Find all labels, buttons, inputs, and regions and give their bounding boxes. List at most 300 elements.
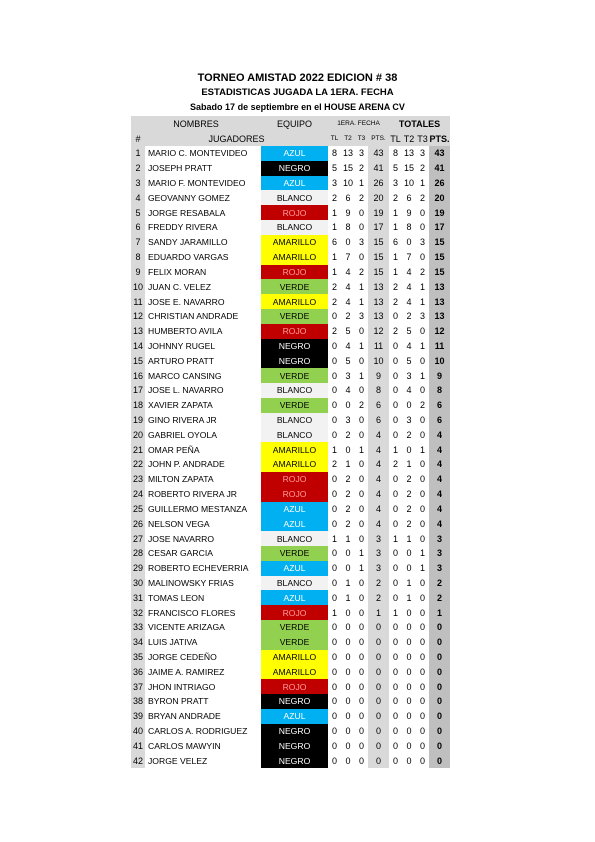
- player-t3-total: 0: [419, 429, 425, 440]
- player-tl-total: 0: [392, 518, 398, 529]
- player-t2: 0: [345, 237, 351, 248]
- player-team: AMARILLO: [261, 250, 328, 265]
- player-team: AMARILLO: [261, 294, 328, 309]
- player-pts-total: 4: [429, 472, 450, 487]
- player-number: 5: [131, 205, 145, 220]
- player-t3-total: 1: [419, 281, 425, 292]
- player-t2-total: 4: [406, 385, 412, 396]
- table-row: [131, 709, 450, 724]
- table-row: [131, 694, 450, 709]
- player-t2: 6: [345, 192, 351, 203]
- player-t3-total: 1: [419, 296, 425, 307]
- player-tl: 1: [331, 444, 337, 455]
- player-name: CHRISTIAN ANDRADE: [148, 311, 239, 322]
- player-pts-total: 0: [429, 650, 450, 665]
- player-t2-total: 4: [406, 340, 412, 351]
- player-t3: 1: [358, 340, 364, 351]
- player-t2-total: 5: [406, 355, 412, 366]
- player-tl: 1: [331, 207, 337, 218]
- player-number: 2: [131, 161, 145, 176]
- player-t2-total: 3: [406, 370, 412, 381]
- player-t3: 2: [358, 192, 364, 203]
- player-t3: 0: [358, 207, 364, 218]
- player-name: MARCO CANSING: [148, 370, 222, 381]
- player-t3: 0: [358, 326, 364, 337]
- table-row: [131, 739, 450, 754]
- player-team: AMARILLO: [261, 442, 328, 457]
- player-team: AMARILLO: [261, 235, 328, 250]
- player-t3: 0: [358, 726, 364, 737]
- table-row: [131, 146, 450, 161]
- player-tl-total: 0: [392, 726, 398, 737]
- table-row: [131, 442, 450, 457]
- player-t3-total: 0: [419, 489, 425, 500]
- player-number: 18: [131, 398, 145, 413]
- player-name: FELIX MORAN: [148, 266, 207, 277]
- player-pts-total: 12: [429, 324, 450, 339]
- document-title: TORNEO AMISTAD 2022 EDICION # 38: [197, 72, 398, 84]
- player-t2-total: 0: [406, 666, 412, 677]
- player-tl-total: 6: [392, 237, 398, 248]
- pts-header: PTS.: [368, 131, 389, 146]
- player-t3-total: 0: [419, 607, 425, 618]
- stats-table: [131, 116, 450, 768]
- player-t2: 0: [345, 652, 351, 663]
- player-t3: 2: [358, 400, 364, 411]
- player-number: 1: [131, 146, 145, 161]
- player-team: AZUL: [261, 709, 328, 724]
- player-tl-total: 2: [392, 326, 398, 337]
- player-pts: 3: [368, 546, 389, 561]
- player-t3: 0: [358, 415, 364, 426]
- player-t2-total: 0: [406, 711, 412, 722]
- table-row: [131, 457, 450, 472]
- player-pts-total: 2: [429, 576, 450, 591]
- player-number: 35: [131, 650, 145, 665]
- player-t2: 0: [345, 637, 351, 648]
- player-tl-total: 5: [392, 163, 398, 174]
- table-row: [131, 516, 450, 531]
- player-number: 40: [131, 724, 145, 739]
- player-team: VERDE: [261, 309, 328, 324]
- player-number: 4: [131, 190, 145, 205]
- player-t2-total: 2: [406, 429, 412, 440]
- player-t3: 0: [358, 222, 364, 233]
- player-t3: 0: [358, 592, 364, 603]
- player-t2-total: 5: [406, 326, 412, 337]
- player-tl: 5: [331, 163, 337, 174]
- player-t2-total: 1: [406, 592, 412, 603]
- player-pts: 4: [368, 502, 389, 517]
- player-t3-total: 3: [419, 237, 425, 248]
- player-t3: 0: [358, 429, 364, 440]
- player-tl: 0: [331, 385, 337, 396]
- player-number: 32: [131, 605, 145, 620]
- player-tl-total: 0: [392, 622, 398, 633]
- player-name: CARLOS A. RODRIGUEZ: [148, 726, 248, 737]
- tl-total-header: TL: [389, 131, 402, 146]
- player-pts: 3: [368, 561, 389, 576]
- player-tl: 0: [331, 518, 337, 529]
- player-team: NEGRO: [261, 353, 328, 368]
- document-subtitle: ESTADISTICAS JUGADA LA 1ERA. FECHA: [201, 87, 394, 98]
- player-pts-total: 3: [429, 546, 450, 561]
- player-t3-total: 0: [419, 681, 425, 692]
- player-name: ARTURO PRATT: [148, 355, 215, 366]
- player-tl: 2: [331, 326, 337, 337]
- player-pts: 0: [368, 753, 389, 768]
- player-name: JOSE NAVARRO: [148, 533, 215, 544]
- player-number: 14: [131, 339, 145, 354]
- player-pts: 20: [368, 190, 389, 205]
- player-t2: 2: [345, 503, 351, 514]
- player-pts-total: 0: [429, 664, 450, 679]
- player-team: BLANCO: [261, 220, 328, 235]
- player-pts: 13: [368, 294, 389, 309]
- player-t3-total: 0: [419, 207, 425, 218]
- player-number: 20: [131, 427, 145, 442]
- table-row: [131, 279, 450, 294]
- player-team: AZUL: [261, 516, 328, 531]
- player-t2-total: 0: [406, 637, 412, 648]
- player-t3: 0: [358, 518, 364, 529]
- player-team: ROJO: [261, 605, 328, 620]
- player-t2-total: 0: [406, 563, 412, 574]
- player-number: 31: [131, 590, 145, 605]
- player-t2-total: 0: [406, 444, 412, 455]
- player-team: BLANCO: [261, 576, 328, 591]
- player-name: JORGE VELEZ: [148, 755, 208, 766]
- player-t2-total: 9: [406, 207, 412, 218]
- player-t2: 0: [345, 444, 351, 455]
- player-number: 17: [131, 383, 145, 398]
- table-row: [131, 679, 450, 694]
- player-name: CESAR GARCIA: [148, 548, 213, 559]
- player-t2: 2: [345, 474, 351, 485]
- player-name: JAIME A. RAMIREZ: [148, 666, 225, 677]
- player-t2-total: 2: [406, 474, 412, 485]
- player-t3-total: 1: [419, 548, 425, 559]
- player-t2: 0: [345, 711, 351, 722]
- player-tl: 3: [331, 178, 337, 189]
- player-pts-total: 4: [429, 516, 450, 531]
- player-pts: 8: [368, 383, 389, 398]
- table-row: [131, 590, 450, 605]
- table-row: [131, 398, 450, 413]
- player-t2: 4: [345, 266, 351, 277]
- table-row: [131, 339, 450, 354]
- player-pts: 19: [368, 205, 389, 220]
- player-t2: 4: [345, 281, 351, 292]
- player-team: BLANCO: [261, 427, 328, 442]
- player-t3: 3: [358, 311, 364, 322]
- player-tl-total: 0: [392, 666, 398, 677]
- player-pts-total: 13: [429, 309, 450, 324]
- player-t3: 0: [358, 533, 364, 544]
- player-t3-total: 0: [419, 637, 425, 648]
- player-name: MARIO C. MONTEVIDEO: [148, 148, 248, 159]
- player-t3: 1: [358, 548, 364, 559]
- player-number: 16: [131, 368, 145, 383]
- player-t3-total: 0: [419, 740, 425, 751]
- player-team: AMARILLO: [261, 650, 328, 665]
- t2-total-header: T2: [402, 131, 416, 146]
- player-t2: 3: [345, 415, 351, 426]
- player-t3: 0: [358, 459, 364, 470]
- player-t3-total: 2: [419, 266, 425, 277]
- player-t3-total: 0: [419, 666, 425, 677]
- player-pts: 0: [368, 664, 389, 679]
- player-tl: 0: [331, 755, 337, 766]
- player-pts-total: 0: [429, 724, 450, 739]
- player-pts-total: 4: [429, 502, 450, 517]
- player-t3: 0: [358, 503, 364, 514]
- player-name: XAVIER ZAPATA: [148, 400, 213, 411]
- player-pts: 4: [368, 442, 389, 457]
- player-pts-total: 1: [429, 605, 450, 620]
- player-tl-total: 1: [392, 607, 398, 618]
- player-t3-total: 0: [419, 355, 425, 366]
- player-pts: 15: [368, 250, 389, 265]
- fecha-header: 1ERA. FECHA: [328, 116, 389, 131]
- player-name: GEOVANNY GOMEZ: [148, 192, 230, 203]
- player-team: VERDE: [261, 398, 328, 413]
- player-number: 19: [131, 413, 145, 428]
- table-row: [131, 546, 450, 561]
- player-tl-total: 0: [392, 503, 398, 514]
- player-team: NEGRO: [261, 694, 328, 709]
- player-tl: 0: [331, 415, 337, 426]
- player-tl-total: 0: [392, 681, 398, 692]
- player-team: BLANCO: [261, 190, 328, 205]
- player-tl-total: 0: [392, 370, 398, 381]
- player-t3: 0: [358, 474, 364, 485]
- player-name: ROBERTO RIVERA JR: [148, 489, 237, 500]
- table-row: [131, 605, 450, 620]
- player-t3-total: 0: [419, 696, 425, 707]
- player-pts: 41: [368, 161, 389, 176]
- player-tl: 0: [331, 666, 337, 677]
- player-tl-total: 0: [392, 637, 398, 648]
- player-pts-total: 11: [429, 339, 450, 354]
- table-row: [131, 235, 450, 250]
- player-tl-total: 0: [392, 415, 398, 426]
- player-t2: 0: [345, 696, 351, 707]
- player-number: 29: [131, 561, 145, 576]
- player-t2: 5: [345, 355, 351, 366]
- player-number: 39: [131, 709, 145, 724]
- player-pts: 11: [368, 339, 389, 354]
- player-pts: 17: [368, 220, 389, 235]
- player-pts: 43: [368, 146, 389, 161]
- player-t2: 2: [345, 518, 351, 529]
- player-pts-total: 41: [429, 161, 450, 176]
- player-t2: 2: [345, 311, 351, 322]
- player-tl-total: 2: [392, 281, 398, 292]
- player-tl-total: 0: [392, 711, 398, 722]
- player-pts: 9: [368, 368, 389, 383]
- table-row: [131, 664, 450, 679]
- player-tl: 0: [331, 563, 337, 574]
- player-t2: 1: [345, 533, 351, 544]
- player-t3: 3: [358, 237, 364, 248]
- table-row: [131, 650, 450, 665]
- player-tl-total: 0: [392, 548, 398, 559]
- player-pts: 0: [368, 739, 389, 754]
- player-name: MALINOWSKY FRIAS: [148, 577, 234, 588]
- player-t3: 0: [358, 681, 364, 692]
- player-t3-total: 0: [419, 459, 425, 470]
- player-pts-total: 13: [429, 279, 450, 294]
- table-row: [131, 250, 450, 265]
- player-t3: 0: [358, 652, 364, 663]
- player-name: JORGE CEDEÑO: [148, 652, 217, 663]
- player-t2-total: 7: [406, 252, 412, 263]
- table-row: [131, 753, 450, 768]
- player-t3-total: 3: [419, 148, 425, 159]
- player-tl: 1: [331, 222, 337, 233]
- player-pts-total: 8: [429, 383, 450, 398]
- jugadores-header: JUGADORES: [145, 131, 328, 146]
- table-row: [131, 620, 450, 635]
- player-pts-total: 0: [429, 739, 450, 754]
- player-t3: 1: [358, 178, 364, 189]
- player-team: NEGRO: [261, 161, 328, 176]
- player-team: NEGRO: [261, 339, 328, 354]
- player-t2: 0: [345, 681, 351, 692]
- player-name: TOMAS LEON: [148, 592, 205, 603]
- player-tl: 0: [331, 355, 337, 366]
- player-pts: 0: [368, 650, 389, 665]
- player-t3: 1: [358, 281, 364, 292]
- player-tl-total: 1: [392, 444, 398, 455]
- player-pts: 4: [368, 487, 389, 502]
- player-tl-total: 0: [392, 577, 398, 588]
- player-t3-total: 3: [419, 311, 425, 322]
- player-name: OMAR PEÑA: [148, 444, 200, 455]
- player-t3: 0: [358, 755, 364, 766]
- player-pts: 2: [368, 576, 389, 591]
- player-tl: 1: [331, 266, 337, 277]
- table-row: [131, 502, 450, 517]
- player-number: 13: [131, 324, 145, 339]
- player-tl: 0: [331, 726, 337, 737]
- player-t2-total: 0: [406, 548, 412, 559]
- player-pts-total: 0: [429, 753, 450, 768]
- player-team: NEGRO: [261, 753, 328, 768]
- player-t3: 0: [358, 711, 364, 722]
- player-t2-total: 1: [406, 577, 412, 588]
- player-t2: 9: [345, 207, 351, 218]
- player-tl: 0: [331, 400, 337, 411]
- player-number: 36: [131, 664, 145, 679]
- player-tl-total: 8: [392, 148, 398, 159]
- player-t3-total: 2: [419, 163, 425, 174]
- player-pts: 2: [368, 590, 389, 605]
- player-number: 15: [131, 353, 145, 368]
- player-t2: 10: [342, 178, 353, 189]
- table-row: [131, 383, 450, 398]
- player-tl-total: 0: [392, 740, 398, 751]
- player-team: VERDE: [261, 546, 328, 561]
- player-name: GINO RIVERA JR: [148, 415, 217, 426]
- player-t2: 4: [345, 296, 351, 307]
- player-pts-total: 10: [429, 353, 450, 368]
- player-team: ROJO: [261, 265, 328, 280]
- player-t3: 2: [358, 163, 364, 174]
- player-t3: 0: [358, 637, 364, 648]
- player-number: 34: [131, 635, 145, 650]
- table-row: [131, 576, 450, 591]
- player-name: GUILLERMO MESTANZA: [148, 503, 248, 514]
- player-pts: 3: [368, 531, 389, 546]
- table-row: [131, 531, 450, 546]
- player-t2: 0: [345, 726, 351, 737]
- player-t2-total: 0: [406, 696, 412, 707]
- player-pts: 0: [368, 724, 389, 739]
- player-t2-total: 6: [406, 192, 412, 203]
- player-team: AZUL: [261, 176, 328, 191]
- table-row: [131, 487, 450, 502]
- player-number: 28: [131, 546, 145, 561]
- table-row: [131, 309, 450, 324]
- player-t3: 1: [358, 296, 364, 307]
- player-pts: 4: [368, 427, 389, 442]
- player-number: 12: [131, 309, 145, 324]
- player-t3: 0: [358, 696, 364, 707]
- player-name: ROBERTO ECHEVERRIA: [148, 563, 249, 574]
- player-tl-total: 0: [392, 592, 398, 603]
- player-name: JOSE L. NAVARRO: [148, 385, 224, 396]
- player-t3-total: 1: [419, 563, 425, 574]
- player-t3-total: 1: [419, 444, 425, 455]
- player-tl: 8: [331, 148, 337, 159]
- player-team: BLANCO: [261, 531, 328, 546]
- player-tl-total: 1: [392, 533, 398, 544]
- player-t2-total: 1: [406, 533, 412, 544]
- player-pts: 13: [368, 279, 389, 294]
- table-column-header-row: [131, 131, 450, 146]
- player-tl: 0: [331, 474, 337, 485]
- player-t2-total: 1: [406, 459, 412, 470]
- player-t3: 1: [358, 444, 364, 455]
- player-t2: 1: [345, 577, 351, 588]
- player-pts-total: 3: [429, 561, 450, 576]
- player-pts-total: 15: [429, 250, 450, 265]
- player-team: BLANCO: [261, 413, 328, 428]
- player-pts-total: 4: [429, 427, 450, 442]
- player-t3: 0: [358, 666, 364, 677]
- player-tl-total: 0: [392, 489, 398, 500]
- player-tl: 0: [331, 740, 337, 751]
- player-tl-total: 2: [392, 459, 398, 470]
- player-pts: 6: [368, 413, 389, 428]
- player-tl: 0: [331, 429, 337, 440]
- player-pts-total: 0: [429, 694, 450, 709]
- player-name: MARIO F. MONTEVIDEO: [148, 178, 246, 189]
- player-t3: 1: [358, 370, 364, 381]
- player-t2-total: 15: [403, 163, 414, 174]
- player-tl: 2: [331, 296, 337, 307]
- table-row: [131, 324, 450, 339]
- table-row: [131, 176, 450, 191]
- player-pts: 15: [368, 265, 389, 280]
- player-t2-total: 2: [406, 503, 412, 514]
- player-pts-total: 0: [429, 635, 450, 650]
- player-pts: 15: [368, 235, 389, 250]
- player-t3-total: 0: [419, 622, 425, 633]
- table-row: [131, 205, 450, 220]
